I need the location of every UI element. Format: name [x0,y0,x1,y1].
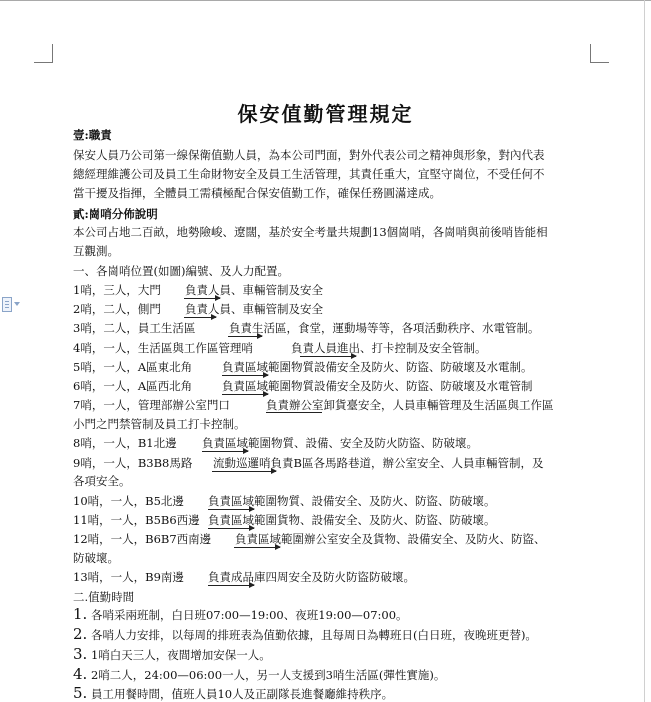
arrow-mark [222,394,268,395]
margin-corner-top-right [590,44,609,63]
post-location: 10哨，一人，B5北邊 [73,494,184,508]
duty-item [73,666,445,683]
post-duty: 負責區域範圍物質設備安全及防火、防盜、防破壞及水電管制 [222,379,533,393]
item-text: 1哨白天三人，夜間增加安保一人。 [90,648,271,662]
arrow-mark [222,375,268,376]
duty-item [73,685,393,702]
post-location: 8哨，一人，B1北邊 [73,436,177,450]
arrow-mark [234,547,280,548]
arrow-mark [184,298,220,299]
post-location: 4哨，一人，生活區與工作區管理哨 [73,341,253,355]
arrow-mark [212,471,276,472]
post-location: 7哨，一人，管理部辦公室門口 [73,398,230,412]
chevron-down-icon [14,302,20,306]
post-duty: 負責成品庫四周安全及防火防盜防破壞。 [208,570,415,584]
arrow-mark [202,451,248,452]
post-duty: 負責人員、車輛管制及安全 [185,302,323,316]
window-top-border [0,0,651,1]
arrow-mark [208,585,254,586]
arrow-mark [228,336,262,337]
list-heading: 一、各崗哨位置(如圖)編號、及人力配置。 [73,264,289,278]
post-duty: 負責區域範圍物質、設備安全、及防火、防盜、防破壞。 [208,494,496,508]
post-duty: 負責區域範圍辦公室安全及貨物、設備安全、及防火、防盜、 [235,532,546,546]
arrow-mark [184,317,216,318]
duty-item [73,646,271,663]
duty-item [73,626,537,643]
post-duty: 負責區域範圍物質、設備、安全及防火防盜、防破壞。 [202,436,478,450]
document-icon [2,297,12,312]
post-location: 2哨，二人，側門 [73,302,161,316]
post-continuation: 小門之門禁管制及員工打卡控制。 [73,417,246,431]
post-continuation: 各項安全。 [73,474,131,488]
section-heading: 壹:職責 [73,128,112,142]
document-title: 保安值勤管理規定 [237,102,414,126]
post-location: 9哨，一人，B3B8馬路 [73,456,193,470]
paragraph-line: 當干擾及指揮，全體員工需積極配合保安值勤工作，確保任務圓滿達成。 [73,186,441,200]
post-location: 11哨，一人，B5B6西邊 [73,513,200,527]
arrow-mark [208,528,254,529]
underline-mark [266,412,322,413]
post-location: 5哨，一人，A區東北角 [73,360,193,374]
item-text: 各哨人力安排，以每周的排班表為值勤依據，且每周日為轉班日(白日班，夜晚班更替)。 [90,628,537,642]
post-location: 6哨，一人，A區西北角 [73,379,193,393]
post-duty: 負責人員、車輛管制及安全 [185,283,323,297]
duty-item [73,606,408,623]
post-continuation: 防破壞。 [73,551,119,565]
margin-corner-top-left [34,44,53,63]
post-location: 3哨，二人，員工生活區 [73,321,196,335]
item-text: 員工用餐時間，值班人員10人及正副隊長進餐廳維持秩序。 [90,687,394,701]
item-text: 各哨采兩班制，白日班07:00—19:00、夜班19:00—07:00。 [90,608,408,622]
arrow-mark [300,356,356,357]
post-location: 12哨，一人，B6B7西南邊 [73,532,212,546]
post-duty: 負責人員進出、打卡控制及安全管制。 [291,341,487,355]
post-duty: 負責生活區，食堂，運動場等等，各項活動秩序、水電管制。 [229,321,540,335]
paragraph-line: 互觀測。 [73,244,119,258]
item-text: 2哨二人，24:00—06:00一人，另一人支援到3哨生活區(彈性實施)。 [90,668,446,682]
post-duty: 負責區域範圍物質設備安全及防火、防盜、防破壞及水電制。 [222,360,533,374]
item-number: 3. [73,645,88,663]
section-heading: 貳:崗哨分佈說明 [73,207,158,221]
paragraph-line: 本公司占地二百畝，地勢險峻、遼闊，基於安全考量共規劃13個崗哨，各崗哨與前後哨皆能相 [73,225,548,239]
item-number: 2. [73,625,88,643]
paste-options-icon[interactable] [2,296,20,312]
item-number: 5. [73,684,88,702]
item-number: 4. [73,665,88,683]
post-duty: 流動巡邏哨負責B區各馬路巷道，辦公室安全、人員車輛管制，及 [213,456,544,470]
post-location: 1哨，三人，大門 [73,283,161,297]
post-location: 13哨，一人，B9南邊 [73,570,184,584]
post-duty: 負責辦公室卸貨臺安全，人員車輛管理及生活區與工作區 [266,398,554,412]
arrow-mark [208,509,254,510]
paragraph-line: 總經理維護公司及員工生命財物安全及員工生活管理，其責任重大，宜堅守崗位，不受任何不 [73,167,545,181]
post-duty: 負責區域範圍貨物、設備安全、及防火、防盜、防破壞。 [208,513,496,527]
paragraph-line: 保安人員乃公司第一線保衛值勤人員，為本公司門面，對外代表公司之精神與形象，對內代表 [73,148,545,162]
duty-time-heading: 二.值勤時間 [73,590,135,604]
item-number: 1. [73,605,88,623]
